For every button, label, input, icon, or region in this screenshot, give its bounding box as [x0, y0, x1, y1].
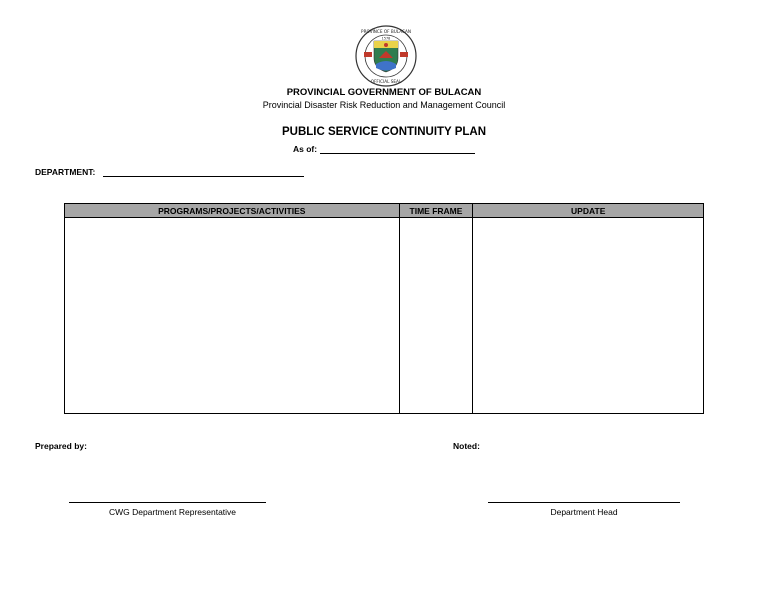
as-of-label: As of:	[293, 144, 318, 154]
approver-signature-line[interactable]	[488, 502, 680, 503]
table-header-row	[65, 204, 704, 218]
programs-cell[interactable]	[65, 218, 400, 414]
update-cell[interactable]	[473, 218, 704, 414]
preparer-title: CWG Department Representative	[108, 507, 237, 517]
department-field[interactable]	[103, 176, 304, 177]
noted-label: Noted:	[453, 441, 480, 451]
time-frame-cell[interactable]	[399, 218, 473, 414]
organization-name: PROVINCIAL GOVERNMENT OF BULACAN	[286, 87, 482, 98]
provincial-seal	[354, 24, 418, 88]
plan-table	[64, 203, 704, 414]
as-of-field[interactable]	[320, 153, 475, 154]
preparer-signature-line[interactable]	[69, 502, 266, 503]
column-header-update: UPDATE	[473, 204, 704, 218]
table-row	[65, 218, 704, 414]
seal-ring-bottom-text: OFFICIAL SEAL	[370, 79, 402, 84]
department-label: DEPARTMENT:	[35, 167, 96, 177]
document-title: PUBLIC SERVICE CONTINUITY PLAN	[281, 126, 487, 138]
seal-ring-top-text: PROVINCE OF BULACAN	[361, 29, 411, 34]
council-name: Provincial Disaster Risk Reduction and Management Council	[262, 100, 506, 110]
approver-title: Department Head	[550, 507, 618, 517]
prepared-by-label: Prepared by:	[35, 441, 87, 451]
column-header-time-frame: TIME FRAME	[399, 204, 473, 218]
seal-year-text: 1578	[381, 36, 391, 41]
column-header-programs: PROGRAMS/PROJECTS/ACTIVITIES	[65, 204, 400, 218]
